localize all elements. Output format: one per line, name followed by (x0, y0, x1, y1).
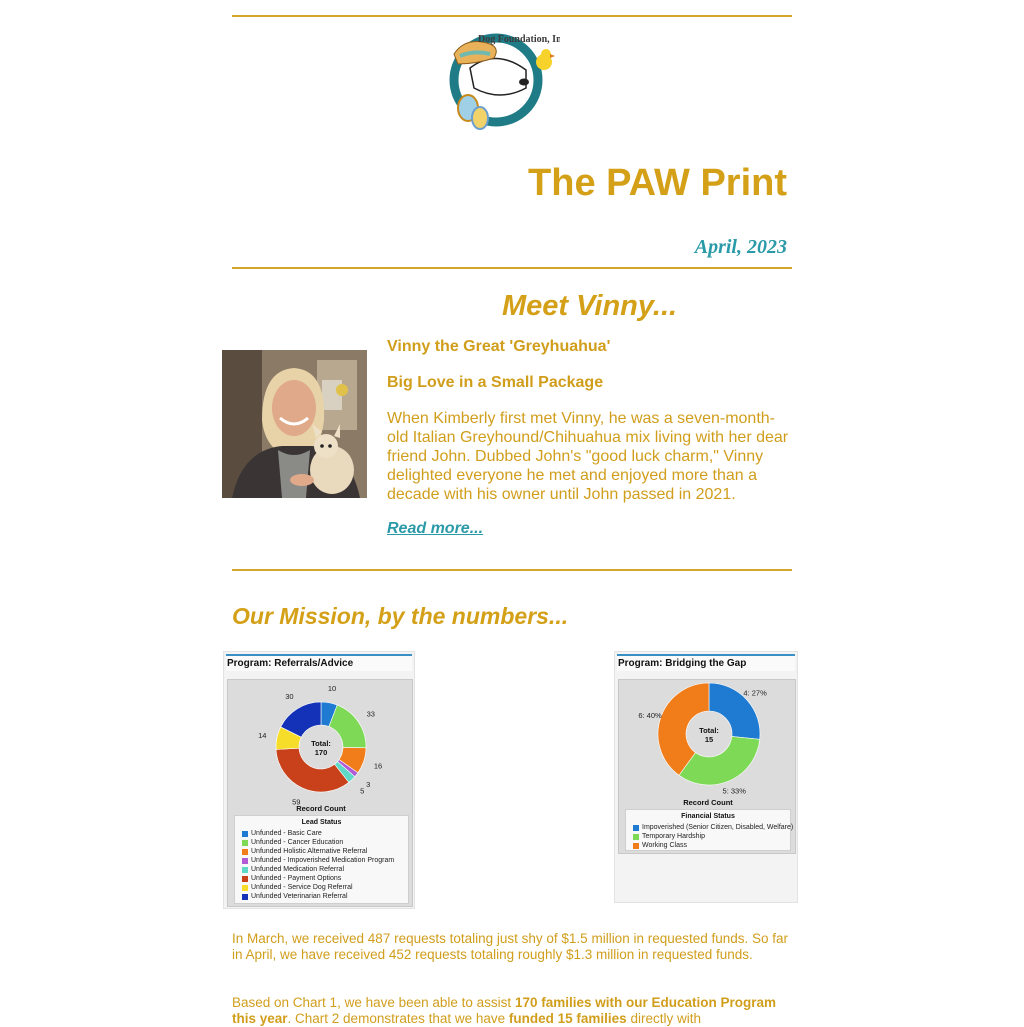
chart1-legend-label-6: Unfunded - Service Dog Referral (251, 884, 353, 891)
logo-text: Dog Foundation, Inc (478, 34, 560, 45)
chart1-legend-title: Lead Status (301, 819, 342, 826)
para2-highlight-families: 170 families with our Education Program this year (232, 995, 776, 1026)
chart2-center-value: 15 (704, 735, 714, 744)
chart1-legend-label-4: Unfunded Medication Referral (251, 866, 344, 873)
chart1-center-value: 170 (314, 748, 328, 757)
chart1-legend-item-0 (242, 829, 408, 838)
chart1-legend-item-5 (242, 874, 408, 883)
chart1-data-label-1: 33 (366, 709, 375, 719)
chart1-xlabel: Record Count (296, 804, 346, 813)
chart2-data-label-1: 5: 33% (722, 786, 746, 796)
chart1-data-label-2: 16 (373, 761, 383, 771)
mission-paragraph-2 (232, 995, 792, 1027)
chart1-legend-label-5: Unfunded - Payment Options (251, 875, 342, 882)
chart1-legend-swatch-0 (242, 831, 248, 837)
feature-heading: Meet Vinny... (502, 290, 678, 322)
chart2-plot-area (618, 679, 796, 854)
top-divider (232, 15, 792, 17)
chart2-donut (619, 680, 797, 802)
chart2-legend-item-1 (633, 832, 790, 841)
chart1-data-label-7: 30 (285, 691, 294, 701)
read-more-link[interactable]: Read more... (387, 520, 484, 537)
chart1-slice-5 (276, 748, 349, 792)
chart1-legend-item-6 (242, 883, 408, 892)
chart1-legend-swatch-4 (242, 867, 248, 873)
chart1-data-label-3: 3 (366, 780, 371, 790)
chart1-legend-label-1: Unfunded - Cancer Education (251, 839, 344, 846)
chart1-legend-item-1 (242, 838, 408, 847)
chart1-legend-swatch-2 (242, 849, 248, 855)
chart1-legend-label-2: Unfunded Holistic Alternative Referral (251, 848, 368, 855)
chart1-center-label: Total: (311, 739, 331, 748)
vinny-photo (222, 350, 367, 498)
para2-text-e: directly with (626, 1011, 701, 1026)
chart2-legend-swatch-1 (633, 834, 639, 840)
para2-text-c: . Chart 2 demonstrates that we have (287, 1011, 509, 1026)
mission-heading: Our Mission, by the numbers... (232, 603, 569, 629)
chart1-legend-swatch-7 (242, 894, 248, 900)
chart-card-bridging (614, 651, 798, 903)
feature-divider (232, 569, 792, 571)
chart1-legend-item-3 (242, 856, 408, 865)
chart2-title: Program: Bridging the Gap (617, 654, 795, 671)
chart2-slice-1 (679, 736, 760, 785)
chart2-data-label-2: 6: 40% (638, 710, 662, 720)
chart2-legend-item-0 (633, 823, 794, 832)
chart2-center-label: Total: (699, 726, 719, 735)
chart1-legend-label-3: Unfunded - Impoverished Medication Program (251, 857, 395, 864)
newsletter-title: The PAW Print (528, 162, 787, 204)
chart1-title: Program: Referrals/Advice (226, 654, 412, 671)
chart1-data-label-4: 5 (360, 786, 365, 796)
chart1-legend-label-7: Unfunded Veterinarian Referral (251, 893, 348, 900)
feature-subtitle-2: Big Love in a Small Package (387, 374, 604, 391)
mission-paragraph-1: In March, we received 487 requests totaling just shy of $1.5 million in requested funds. So far in April, we have received 452 requests totaling roughly $1.3 million in requested funds. (232, 931, 789, 962)
issue-date: April, 2023 (694, 236, 787, 258)
chart1-slice-1 (329, 705, 366, 748)
foundation-logo (440, 28, 560, 138)
chart1-data-label-6: 14 (258, 730, 267, 740)
chart1-data-label-5: 59 (292, 797, 301, 807)
chart1-legend-swatch-3 (242, 858, 248, 864)
chart1-legend-item-4 (242, 865, 408, 874)
chart1-legend-item-7 (242, 892, 408, 901)
chart2-legend-label-2: Working Class (642, 842, 687, 849)
chart2-legend-swatch-0 (633, 825, 639, 831)
para2-text-a: Based on Chart 1, we have been able to assist (232, 995, 515, 1010)
chart1-legend-swatch-1 (242, 840, 248, 846)
feature-body: When Kimberly first met Vinny, he was a seven-month-old Italian Greyhound/Chihuahua mix living with her dear friend John. Dubbed John's "good luck charm," Vinny delighted everyone he met and enjoyed more than a decade with his owner until John passed in 2021. (387, 410, 789, 503)
chart1-legend-swatch-6 (242, 885, 248, 891)
chart1-legend-swatch-5 (242, 876, 248, 882)
chart1-legend (234, 815, 409, 904)
chart2-legend-title: Financial Status (681, 813, 735, 820)
header-divider (232, 267, 792, 269)
chart2-legend-swatch-2 (633, 843, 639, 849)
chart1-data-label-0: 10 (327, 684, 337, 694)
chart1-plot-area (227, 679, 413, 907)
chart-card-referrals (223, 651, 415, 909)
feature-subtitle-1: Vinny the Great 'Greyhuahua' (387, 338, 611, 355)
chart2-data-label-0: 4: 27% (743, 688, 767, 698)
chart2-legend-label-0: Impoverished (Senior Citizen, Disabled, Welfare) (642, 824, 794, 831)
chart2-legend-label-1: Temporary Hardship (642, 833, 706, 840)
chart1-legend-label-0: Unfunded - Basic Care (251, 830, 322, 837)
chart2-legend-item-2 (633, 841, 790, 850)
chart1-legend-item-2 (242, 847, 408, 856)
chart2-legend (625, 809, 794, 851)
chart2-xlabel: Record Count (683, 798, 733, 807)
chart1-donut (228, 680, 414, 810)
para2-highlight-funded: funded 15 families (508, 1011, 627, 1026)
